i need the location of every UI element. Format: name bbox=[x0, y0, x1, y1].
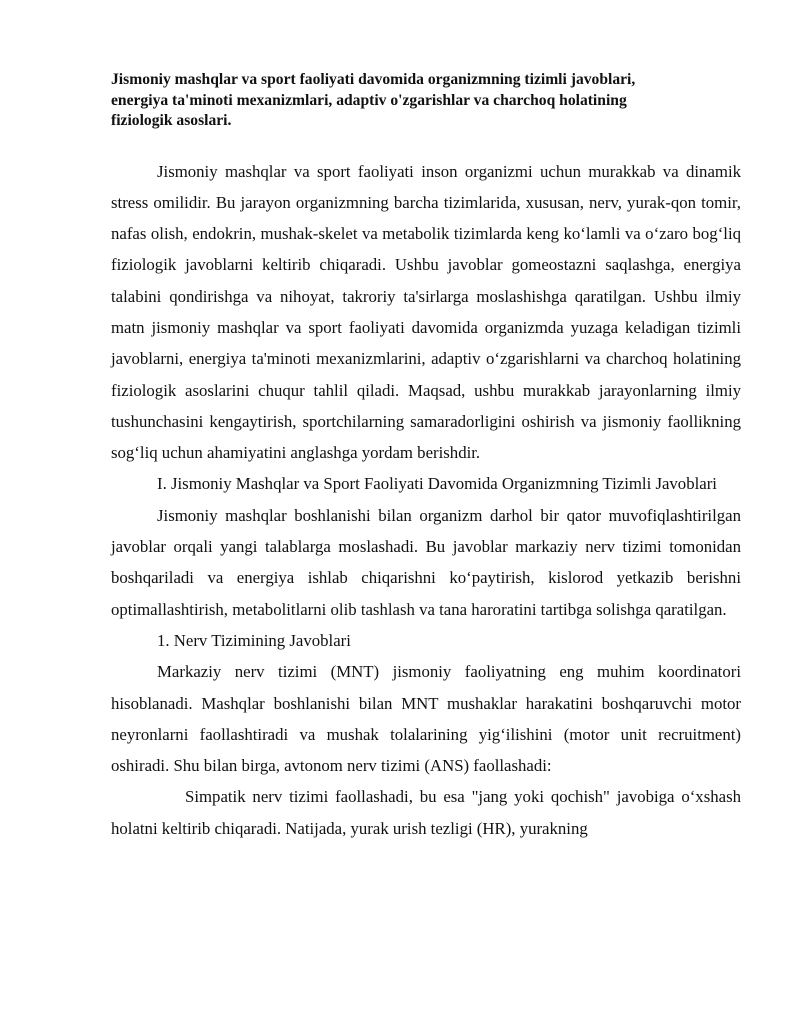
document-page bbox=[111, 70, 741, 844]
document-title: Jismoniy mashqlar va sport faoliyati davomida organizmning tizimli javoblari, energiya ta'minoti mexanizmlari, adaptiv o'zgarishlar va charchoq holatining fiziologik asoslari. bbox=[111, 71, 636, 129]
subsection-heading: 1. Nerv Tizimining Javoblari bbox=[157, 630, 351, 650]
intro-paragraph: Jismoniy mashqlar va sport faoliyati inson organizmi uchun murakkab va dinamik stress omilidir. Bu jarayon organizmning barcha tizimlarida, xususan, nerv, yurak-qon tomir, nafas olish, endokrin, mushak-skelet va metabolik tizimlarda keng ko‘lamli va o‘zaro bog‘liq fiziologik javoblarni keltirib chiqaradi. Ushbu javoblar gomeostazni saqlashga, energiya talabini qondirishga va nihoyat, takroriy ta'sirlarga moslashishga qaratilgan. Ushbu ilmiy matn jismoniy mashqlar va sport faoliyati davomida organizmda yuzaga keladigan tizimli javoblarni, energiya ta'minoti mexanizmlarini, adaptiv o‘zgarishlarni va charchoq holatining fiziologik asoslarini chuqur tahlil qiladi. Maqsad, ushbu murakkab jarayonlarning ilmiy tushunchasini kengaytirish, sportchilarning samaradorligini oshirish va jismoniy faollikning sog‘liq uchun ahamiyatini anglashga yordam berishdir. bbox=[111, 161, 741, 463]
subsection-paragraph: Markaziy nerv tizimi (MNT) jismoniy faoliyatning eng muhim koordinatori hisoblanadi. Mashqlar boshlanishi bilan MNT mushaklar harakatini boshqaruvchi motor neyronlarni faollashtiradi va mushak tolalarining yig‘ilishini (motor unit recruitment) oshiradi. Shu bilan birga, avtonom nerv tizimi (ANS) faollashadi: bbox=[111, 662, 741, 776]
document-body bbox=[111, 156, 741, 845]
section-paragraph: Jismoniy mashqlar boshlanishi bilan organizm darhol bir qator muvofiqlashtirilgan javoblar orqali yangi talablarga moslashadi. Bu javoblar markaziy nerv tizimi tomonidan boshqariladi va energiya ishlab chiqarishni ko‘paytirish, kislorod yetkazib berishni optimallashtirish, metabolitlarni olib tashlash va tana haroratini tartibga solishga qaratilgan. bbox=[111, 505, 741, 619]
bullet-paragraph: Simpatik nerv tizimi faollashadi, bu esa "jang yoki qochish" javobiga o‘xshash holatni keltirib chiqaradi. Natijada, yurak urish tezligi (HR), yurakning bbox=[111, 787, 741, 838]
section-heading: I. Jismoniy Mashqlar va Sport Faoliyati Davomida Organizmning Tizimli Javoblari bbox=[157, 474, 717, 494]
